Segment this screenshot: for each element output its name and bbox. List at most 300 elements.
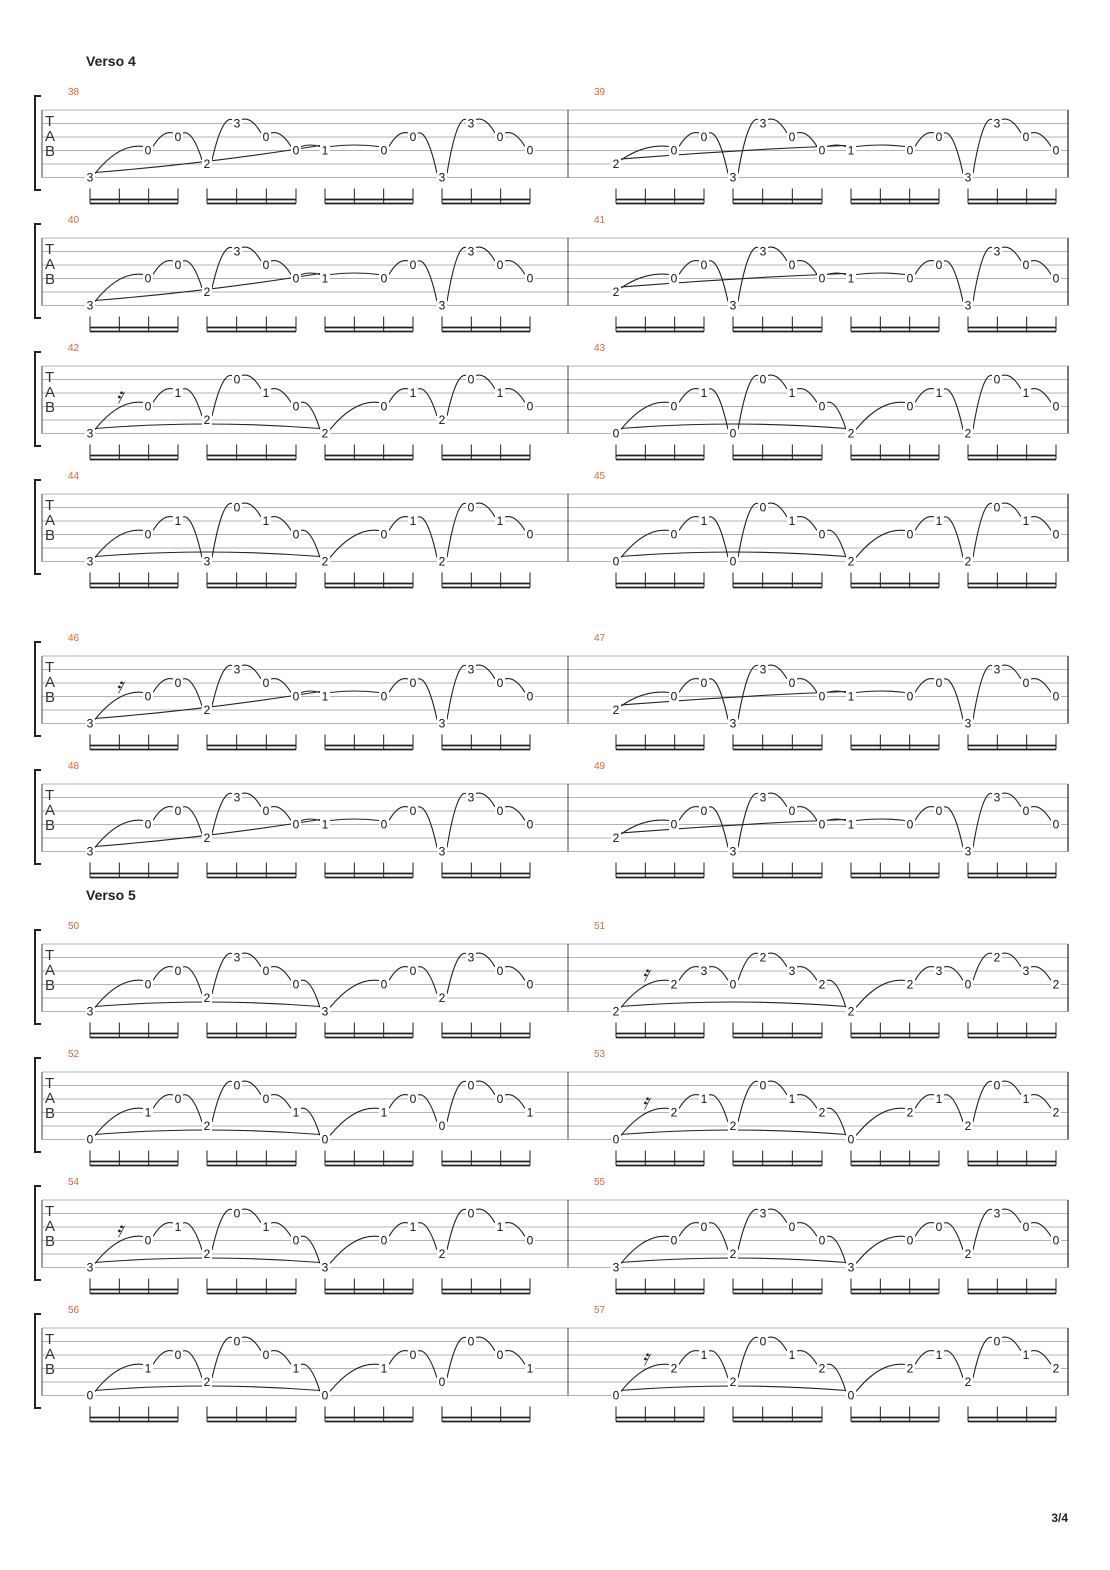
slur — [944, 389, 963, 430]
system-brace — [35, 480, 41, 574]
fret-number: 0 — [144, 689, 152, 704]
fret-number: 3 — [438, 170, 446, 185]
fret-number: 0 — [409, 130, 417, 144]
slur — [944, 679, 963, 720]
fret-number: 3 — [964, 716, 972, 731]
slur — [973, 503, 992, 557]
fret-number: 2 — [203, 1375, 211, 1389]
slur — [505, 679, 525, 693]
slur — [389, 133, 408, 147]
fret-number: 0 — [526, 271, 534, 286]
fret-number: 1 — [262, 514, 270, 528]
fret-number: 0 — [409, 1348, 417, 1362]
fret-number: 1 — [496, 514, 504, 528]
slur — [1031, 517, 1051, 531]
slur — [768, 793, 787, 807]
system-brace — [35, 930, 41, 1024]
measure-number: 40 — [68, 215, 80, 226]
fret-number: 1 — [321, 689, 329, 704]
slur — [212, 1337, 232, 1378]
fret-number: 3 — [233, 244, 241, 259]
measure-number: 55 — [594, 1177, 606, 1188]
measure-number: 42 — [68, 343, 80, 354]
slur — [768, 247, 787, 261]
fret-number: 3 — [759, 790, 767, 805]
fret-number: 3 — [759, 662, 767, 677]
fret-number: 0 — [906, 817, 914, 832]
fret-number: 0 — [670, 689, 678, 704]
slur — [915, 967, 934, 981]
slur — [738, 503, 758, 557]
slur — [447, 119, 466, 173]
slur — [271, 679, 291, 693]
fret-number: 3 — [86, 716, 94, 731]
slur — [447, 503, 466, 557]
fret-number: 0 — [233, 500, 241, 515]
system-brace — [35, 642, 41, 736]
tab-letter: A — [45, 1218, 56, 1235]
fret-number: 1 — [935, 514, 943, 528]
fret-number: 2 — [203, 413, 211, 427]
fret-number: 0 — [526, 143, 534, 158]
slur — [915, 389, 934, 403]
tab-letter: T — [45, 947, 55, 964]
slur — [418, 133, 437, 174]
fret-number: 1 — [526, 1361, 534, 1376]
measure — [594, 215, 1061, 332]
measure — [68, 471, 535, 588]
fret-number: 1 — [788, 1092, 796, 1106]
fret-number: 3 — [438, 716, 446, 731]
fret-number: 1 — [496, 386, 504, 400]
fret-number: 0 — [262, 676, 270, 690]
fret-number: 0 — [380, 1233, 388, 1248]
fret-number: 2 — [729, 1375, 737, 1389]
slur — [1002, 503, 1021, 517]
slur — [153, 389, 173, 403]
fret-number: 3 — [847, 1260, 855, 1275]
slur — [709, 807, 728, 848]
slur — [153, 517, 173, 531]
fret-number: 1 — [935, 1092, 943, 1106]
fret-number: 0 — [292, 143, 300, 158]
slur — [768, 503, 787, 517]
system-brace — [35, 770, 41, 864]
measure-number: 48 — [68, 761, 80, 772]
slur — [476, 665, 495, 679]
slur — [476, 119, 495, 133]
fret-number: 3 — [467, 244, 475, 259]
fret-number: 0 — [86, 1388, 94, 1403]
slur — [738, 793, 758, 847]
slur — [915, 1351, 934, 1365]
slur — [973, 665, 992, 719]
fret-number: 3 — [935, 964, 943, 978]
slur — [389, 261, 408, 275]
measure — [68, 215, 535, 332]
fret-number: 3 — [467, 950, 475, 965]
fret-number: 0 — [233, 1334, 241, 1349]
fret-number: 0 — [467, 500, 475, 515]
tab-letter: B — [45, 143, 56, 160]
tab-system — [35, 761, 1068, 878]
fret-number: 2 — [203, 1119, 211, 1133]
fret-number: 0 — [612, 554, 620, 569]
slur — [797, 1223, 817, 1237]
fret-number: 3 — [759, 116, 767, 131]
slur — [856, 819, 905, 821]
slur — [738, 375, 758, 429]
fret-number: 0 — [144, 399, 152, 414]
fret-number: 0 — [964, 977, 972, 992]
fret-number: 0 — [144, 817, 152, 832]
fret-number: 0 — [788, 804, 796, 818]
fret-number: 0 — [1052, 271, 1060, 286]
slur — [797, 807, 817, 821]
slur — [621, 271, 846, 288]
fret-number: 0 — [788, 130, 796, 144]
tab-letter: A — [45, 384, 56, 401]
measure-number: 50 — [68, 921, 80, 932]
system-brace — [35, 1058, 41, 1152]
rest-symbol: 𝄿 — [116, 674, 123, 699]
slur — [242, 1081, 261, 1095]
tab-letter: T — [45, 659, 55, 676]
fret-number: 1 — [847, 689, 855, 704]
fret-number: 1 — [496, 1220, 504, 1234]
tab-letter: B — [45, 399, 56, 416]
slur — [242, 1209, 261, 1223]
fret-number: 0 — [409, 676, 417, 690]
fret-number: 0 — [496, 258, 504, 272]
slur — [330, 819, 379, 821]
slur — [476, 953, 495, 967]
fret-number: 3 — [86, 298, 94, 313]
fret-number: 0 — [1052, 689, 1060, 704]
slur — [1002, 1209, 1021, 1223]
slur — [768, 1081, 787, 1095]
slur — [447, 665, 466, 719]
measure — [594, 471, 1061, 588]
fret-number: 0 — [262, 258, 270, 272]
fret-number: 1 — [700, 1348, 708, 1362]
tab-system — [35, 633, 1068, 750]
slur — [1002, 1337, 1021, 1351]
fret-number: 2 — [964, 1119, 972, 1133]
fret-number: 2 — [818, 977, 826, 992]
measure-number: 54 — [68, 1177, 80, 1188]
measure-number: 46 — [68, 633, 80, 644]
fret-number: 3 — [964, 844, 972, 859]
slur — [418, 261, 437, 302]
fret-number: 0 — [409, 964, 417, 978]
fret-number: 2 — [612, 703, 620, 717]
slur — [915, 517, 934, 531]
fret-number: 0 — [262, 804, 270, 818]
slur — [212, 1081, 232, 1122]
slur — [1002, 119, 1021, 133]
tab-system — [35, 215, 1068, 332]
fret-number: 0 — [496, 676, 504, 690]
fret-number: 1 — [321, 271, 329, 286]
tab-system — [35, 343, 1068, 460]
fret-number: 0 — [935, 258, 943, 272]
slur — [476, 1081, 495, 1095]
slur — [1002, 1081, 1021, 1095]
slur — [389, 517, 408, 531]
fret-number: 3 — [321, 1260, 329, 1275]
fret-number: 0 — [380, 143, 388, 158]
tab-letter: A — [45, 1090, 56, 1107]
slur — [797, 1095, 817, 1109]
rest-symbol: 𝄿 — [116, 1218, 123, 1243]
fret-number: 0 — [409, 258, 417, 272]
slur — [1002, 953, 1021, 967]
fret-number: 0 — [526, 527, 534, 542]
measure-number: 49 — [594, 761, 606, 772]
measure-number: 51 — [594, 921, 606, 932]
tab-letter: B — [45, 1361, 56, 1378]
fret-number: 2 — [964, 554, 972, 569]
slur — [768, 953, 787, 967]
fret-number: 0 — [759, 500, 767, 515]
fret-number: 0 — [729, 426, 737, 441]
fret-number: 2 — [729, 1247, 737, 1261]
slur — [797, 679, 817, 693]
slur — [621, 143, 846, 160]
fret-number: 2 — [964, 1247, 972, 1261]
fret-number: 0 — [729, 554, 737, 569]
slur — [242, 953, 261, 967]
fret-number: 0 — [935, 676, 943, 690]
fret-number: 2 — [321, 426, 329, 441]
measure — [594, 1177, 1061, 1294]
fret-number: 0 — [526, 817, 534, 832]
fret-number: 0 — [1052, 143, 1060, 158]
page-number: 3/4 — [1051, 1511, 1068, 1525]
fret-number: 0 — [496, 804, 504, 818]
fret-number: 1 — [292, 1361, 300, 1376]
fret-number: 2 — [759, 950, 767, 965]
slur — [505, 1095, 525, 1109]
slur — [709, 261, 728, 302]
fret-number: 0 — [670, 399, 678, 414]
fret-number: 1 — [321, 143, 329, 158]
slur — [505, 261, 525, 275]
measure-number: 52 — [68, 1049, 80, 1060]
fret-number: 2 — [729, 1119, 737, 1133]
fret-number: 2 — [203, 157, 211, 171]
measure — [594, 87, 1061, 204]
fret-number: 2 — [964, 1375, 972, 1389]
fret-number: 3 — [233, 950, 241, 965]
fret-number: 2 — [964, 426, 972, 441]
fret-number: 0 — [233, 1206, 241, 1221]
fret-number: 0 — [174, 130, 182, 144]
fret-number: 1 — [292, 1105, 300, 1120]
fret-number: 3 — [964, 298, 972, 313]
slur — [944, 517, 963, 558]
slur — [476, 1209, 495, 1223]
fret-number: 2 — [203, 831, 211, 845]
fret-number: 3 — [86, 1260, 94, 1275]
fret-number: 0 — [788, 258, 796, 272]
fret-number: 1 — [262, 1220, 270, 1234]
fret-number: 0 — [935, 1220, 943, 1234]
fret-number: 0 — [1022, 130, 1030, 144]
slur — [153, 807, 173, 821]
slur — [242, 119, 261, 133]
tab-letter: T — [45, 369, 55, 386]
fret-number: 0 — [174, 1092, 182, 1106]
tab-system — [35, 471, 1068, 588]
slur — [768, 665, 787, 679]
fret-number: 0 — [906, 399, 914, 414]
fret-number: 0 — [526, 689, 534, 704]
slur — [797, 1351, 817, 1365]
slur — [505, 1351, 525, 1365]
slur — [212, 793, 232, 834]
fret-number: 3 — [729, 844, 737, 859]
slur — [418, 807, 437, 848]
fret-number: 3 — [467, 116, 475, 131]
measure — [68, 1177, 535, 1294]
fret-number: 0 — [467, 372, 475, 387]
fret-number: 0 — [467, 1206, 475, 1221]
slur — [1031, 133, 1051, 147]
fret-number: 3 — [993, 116, 1001, 131]
slur — [242, 247, 261, 261]
slur — [973, 793, 992, 847]
fret-number: 0 — [847, 1132, 855, 1147]
measure-number: 38 — [68, 87, 80, 98]
slur — [330, 691, 379, 693]
fret-number: 0 — [670, 1233, 678, 1248]
fret-number: 0 — [526, 1233, 534, 1248]
fret-number: 0 — [262, 1348, 270, 1362]
slur — [915, 679, 934, 693]
fret-number: 0 — [670, 817, 678, 832]
slur — [389, 679, 408, 693]
fret-number: 0 — [818, 399, 826, 414]
slur — [389, 389, 408, 403]
slur — [768, 119, 787, 133]
fret-number: 2 — [203, 991, 211, 1005]
slur — [389, 807, 408, 821]
fret-number: 1 — [700, 514, 708, 528]
slur — [447, 1209, 466, 1250]
slur — [242, 793, 261, 807]
tab-system — [35, 887, 1068, 1038]
slur — [447, 793, 466, 847]
slur — [709, 133, 728, 174]
measure — [68, 1305, 535, 1422]
fret-number: 3 — [233, 116, 241, 131]
fret-number: 0 — [409, 1092, 417, 1106]
measure — [68, 343, 535, 460]
fret-number: 2 — [847, 1004, 855, 1019]
slur — [1031, 807, 1051, 821]
fret-number: 1 — [380, 1361, 388, 1376]
slur — [915, 261, 934, 275]
fret-number: 0 — [906, 527, 914, 542]
slur — [153, 1095, 173, 1109]
slur — [679, 517, 699, 531]
slur — [271, 967, 291, 981]
fret-number: 0 — [993, 1078, 1001, 1093]
fret-number: 0 — [670, 527, 678, 542]
tab-letter: B — [45, 689, 56, 706]
measure-number: 56 — [68, 1305, 80, 1316]
fret-number: 2 — [612, 285, 620, 299]
fret-number: 3 — [993, 662, 1001, 677]
fret-number: 2 — [321, 554, 329, 569]
fret-number: 0 — [174, 1348, 182, 1362]
slur — [389, 1223, 408, 1237]
slur — [768, 1209, 787, 1223]
fret-number: 0 — [292, 527, 300, 542]
fret-number: 0 — [380, 399, 388, 414]
tab-letter: B — [45, 271, 56, 288]
tab-letter: A — [45, 128, 56, 145]
slur — [389, 1351, 408, 1365]
tab-letter: B — [45, 817, 56, 834]
system-brace — [35, 96, 41, 190]
fret-number: 2 — [818, 1105, 826, 1120]
fret-number: 0 — [174, 804, 182, 818]
fret-number: 0 — [262, 130, 270, 144]
slur — [212, 247, 232, 288]
fret-number: 1 — [788, 514, 796, 528]
slur — [1002, 793, 1021, 807]
fret-number: 0 — [496, 1092, 504, 1106]
fret-number: 0 — [993, 500, 1001, 515]
measure-number: 47 — [594, 633, 606, 644]
system-brace — [35, 224, 41, 318]
tab-letter: A — [45, 512, 56, 529]
fret-number: 0 — [292, 271, 300, 286]
tab-letter: B — [45, 977, 56, 994]
fret-number: 3 — [203, 554, 211, 569]
slur — [505, 133, 525, 147]
rest-symbol: 𝄿 — [642, 962, 649, 987]
fret-number: 0 — [292, 1233, 300, 1248]
tab-system — [35, 1305, 1068, 1422]
slur — [973, 1337, 992, 1378]
fret-number: 2 — [993, 950, 1001, 965]
slur — [447, 1337, 466, 1378]
slur — [271, 389, 291, 403]
slur — [271, 1223, 291, 1237]
measure — [594, 1049, 1061, 1166]
fret-number: 3 — [729, 716, 737, 731]
slur — [505, 1223, 525, 1237]
tab-system — [35, 1177, 1068, 1294]
slur — [212, 1209, 232, 1250]
system-brace — [35, 1186, 41, 1280]
slur — [797, 389, 817, 403]
fret-number: 1 — [935, 1348, 943, 1362]
fret-number: 3 — [86, 426, 94, 441]
fret-number: 0 — [380, 977, 388, 992]
slur — [153, 1351, 173, 1365]
fret-number: 1 — [935, 386, 943, 400]
slur — [768, 375, 787, 389]
fret-number: 0 — [759, 1334, 767, 1349]
fret-number: 3 — [86, 844, 94, 859]
slur — [242, 375, 261, 389]
fret-number: 0 — [438, 1375, 446, 1389]
